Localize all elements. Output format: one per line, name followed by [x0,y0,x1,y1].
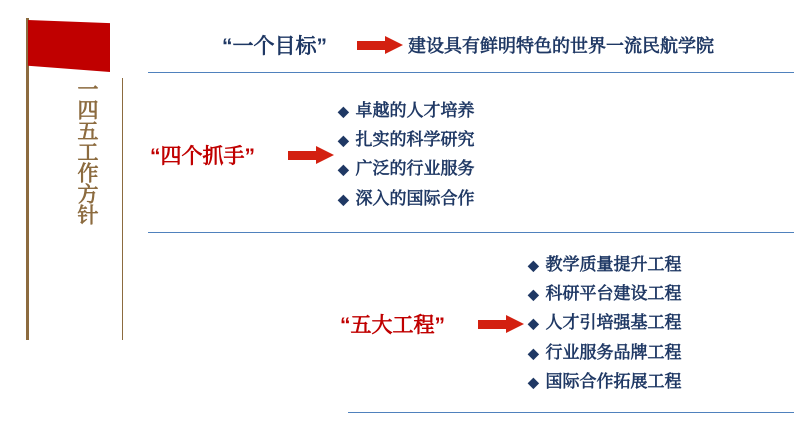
arrow-shaft [288,151,318,160]
diamond-bullet-icon: ◆ [338,103,349,119]
diamond-bullet-icon: ◆ [528,344,539,361]
list-item-label: 扎实的科学研究 [355,130,475,150]
list-item [338,96,475,125]
arrow-shaft [478,320,508,329]
list-item [338,184,475,213]
red-flag-icon [28,20,110,72]
list-five-projects [528,250,682,396]
list-item [338,154,475,183]
diamond-bullet-icon: ◆ [338,190,349,207]
flag-graphic [8,10,118,340]
list-item-label: 卓越的人才培养 [355,101,475,120]
divider-bottom [348,412,794,413]
list-item-label: 广泛的行业服务 [355,159,475,179]
divider-top [148,72,794,73]
label-five-projects: “五大工程” [340,314,445,337]
arrow-head [316,146,334,164]
diamond-bullet-icon: ◆ [528,315,539,332]
list-four-handles [338,96,475,213]
list-item-label: 教学质量提升工程 [545,255,682,274]
list-item [528,279,682,308]
list-item [528,308,682,337]
diamond-bullet-icon: ◆ [528,373,539,390]
list-item [338,125,475,154]
label-four-handles: “四个抓手” [150,145,255,168]
arrow-shaft [357,41,387,50]
diamond-bullet-icon: ◆ [338,132,349,149]
arrow-one-goal [357,36,403,54]
arrow-four-handles [288,146,334,164]
divider-middle [148,232,794,233]
arrow-five-projects [478,315,524,333]
list-item [528,338,682,367]
arrow-head [506,315,524,333]
list-item-label: 深入的国际合作 [355,188,475,208]
label-one-goal: “一个目标” [222,35,327,58]
list-item-label: 人才引培强基工程 [545,313,682,333]
list-item-label: 国际合作拓展工程 [545,371,682,391]
flag-pole-icon [26,18,29,340]
diamond-bullet-icon: ◆ [528,257,539,273]
arrow-head [385,36,403,54]
list-item-label: 科研平台建设工程 [545,284,682,304]
list-item-label: 行业服务品牌工程 [545,342,682,362]
list-item [528,367,682,396]
vertical-divider [122,78,123,340]
page-title-vertical: 一四五工作方针 [75,78,98,225]
text-one-goal: 建设具有鲜明特色的世界一流民航学院 [408,36,714,56]
diamond-bullet-icon: ◆ [528,286,539,303]
list-item [528,250,682,279]
diamond-bullet-icon: ◆ [338,161,349,178]
